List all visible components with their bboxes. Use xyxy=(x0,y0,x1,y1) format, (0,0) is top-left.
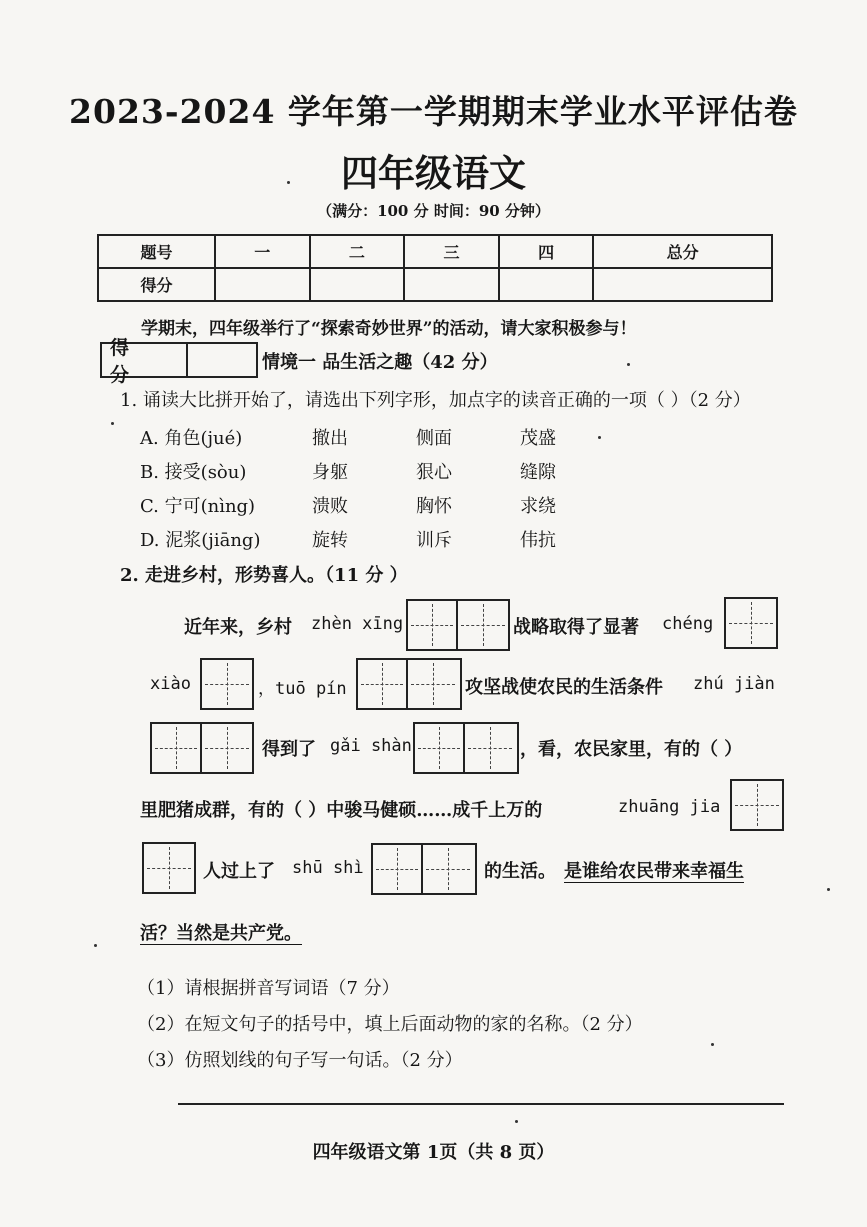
pinyin-prompt: zhú jiàn xyxy=(693,674,775,694)
exam-meta: （满分：100 分 时间：90 分钟） xyxy=(317,202,550,220)
q1-option-word: 训斥 xyxy=(416,530,452,551)
pinyin-prompt: zhuāng jia xyxy=(618,797,721,817)
q1-option-b-label: B. 接受(sòu) xyxy=(140,462,247,483)
pinyin-prompt: ，tuō pín xyxy=(258,679,347,699)
q1-option-word: 侧面 xyxy=(416,428,452,449)
writing-grid-shushi[interactable] xyxy=(371,843,477,895)
question-1-stem: 1. 诵读大比拼开始了，请选出下列字形，加点字的读音正确的一项（ ）（2 分） xyxy=(120,390,751,411)
q1-option-word: 缝隙 xyxy=(520,462,556,483)
answer-line[interactable] xyxy=(178,1103,784,1105)
writing-grid-zhenxing[interactable] xyxy=(406,599,510,651)
scan-speck xyxy=(827,888,830,891)
score-table-header: 题号 xyxy=(98,235,215,268)
q1-option-word: 求绕 xyxy=(520,496,556,517)
sub-question-3: （3）仿照划线的句子写一句话。（2 分） xyxy=(137,1050,463,1071)
scan-speck xyxy=(627,363,630,366)
scan-speck xyxy=(515,1120,518,1123)
score-table xyxy=(97,234,773,302)
pinyin-prompt: chéng xyxy=(662,614,714,634)
score-table-row xyxy=(98,268,772,301)
writing-grid-tuopin[interactable] xyxy=(356,658,462,710)
pinyin-prompt: zhèn xīng xyxy=(311,614,404,634)
writing-grid-gaishan[interactable] xyxy=(413,722,519,774)
scan-speck xyxy=(711,1043,714,1046)
subject-title: 四年级语文 xyxy=(341,151,526,195)
writing-grid-zhuangjia-1[interactable] xyxy=(730,779,784,831)
score-table-header: 四 xyxy=(499,235,594,268)
passage-text: 攻坚战使农民的生活条件 xyxy=(465,677,663,698)
passage-text: 的生活。 xyxy=(484,861,556,882)
passage-text: 战略取得了显著 xyxy=(513,617,639,638)
q1-option-word: 撤出 xyxy=(312,428,348,449)
q1-option-word: 伟抗 xyxy=(520,530,556,551)
q1-option-d-label: D. 泥浆(jiāng) xyxy=(140,530,261,551)
section-heading: 情境一 品生活之趣（42 分） xyxy=(262,352,498,373)
passage-text: 人过上了 xyxy=(203,861,275,882)
page-footer: 四年级语文第 1页（共 8 页） xyxy=(312,1142,555,1163)
question-2-stem: 2. 走进乡村，形势喜人。（11 分 ） xyxy=(120,565,408,586)
passage-text: 近年来，乡村 xyxy=(184,617,292,638)
writing-grid-zhuangjia-2[interactable] xyxy=(142,842,196,894)
q1-option-word: 狠心 xyxy=(416,462,452,483)
score-table-header: 二 xyxy=(310,235,405,268)
pinyin-prompt: xiào xyxy=(150,674,191,694)
q1-option-word: 溃败 xyxy=(312,496,348,517)
writing-grid-zhujian[interactable] xyxy=(150,722,254,774)
score-table-header: 一 xyxy=(215,235,310,268)
sub-question-1: （1）请根据拼音写词语（7 分） xyxy=(137,978,400,999)
scan-speck xyxy=(598,436,601,439)
score-cell[interactable] xyxy=(404,268,499,301)
underlined-sentence: 活？当然是共产党。 xyxy=(140,923,302,944)
q1-option-word: 胸怀 xyxy=(416,496,452,517)
passage-text: 得到了 xyxy=(262,739,316,760)
score-cell[interactable] xyxy=(499,268,594,301)
score-table-row-label: 得分 xyxy=(98,268,215,301)
q1-option-word: 茂盛 xyxy=(520,428,556,449)
writing-grid-cheng[interactable] xyxy=(724,597,778,649)
underlined-sentence: 是谁给农民带来幸福生 xyxy=(564,861,744,882)
score-cell[interactable] xyxy=(593,268,772,301)
q1-option-c-label: C. 宁可(nìng) xyxy=(140,496,256,517)
section-score-box xyxy=(100,337,258,386)
exam-title: 2023-2024 学年第一学期期末学业水平评估卷 xyxy=(69,92,798,131)
q1-option-a-label: A. 角色(jué) xyxy=(140,428,243,449)
score-cell[interactable] xyxy=(310,268,405,301)
section-score-label: 得 分 xyxy=(102,344,188,376)
pinyin-prompt: gǎi shàn xyxy=(330,736,412,756)
scan-speck xyxy=(287,181,290,184)
sub-question-2: （2）在短文句子的括号中，填上后面动物的家的名称。（2 分） xyxy=(137,1014,643,1035)
scan-speck xyxy=(94,944,97,947)
passage-text: ，看，农民家里，有的（ ） xyxy=(520,739,743,760)
pinyin-prompt: shū shì xyxy=(292,858,364,878)
q1-option-word: 身躯 xyxy=(312,462,348,483)
writing-grid-xiao[interactable] xyxy=(200,658,254,710)
passage-text: 里肥猪成群，有的（ ）中骏马健硕……成千上万的 xyxy=(140,800,543,821)
score-table-header-row xyxy=(98,235,772,268)
intro-text: 学期末，四年级举行了“探索奇妙世界”的活动，请大家积极参与！ xyxy=(141,319,637,339)
score-cell[interactable] xyxy=(215,268,310,301)
scan-speck xyxy=(111,422,114,425)
score-table-header: 三 xyxy=(404,235,499,268)
section-score-blank[interactable] xyxy=(188,344,256,376)
q1-option-word: 旋转 xyxy=(312,530,348,551)
score-table-header: 总分 xyxy=(593,235,772,268)
